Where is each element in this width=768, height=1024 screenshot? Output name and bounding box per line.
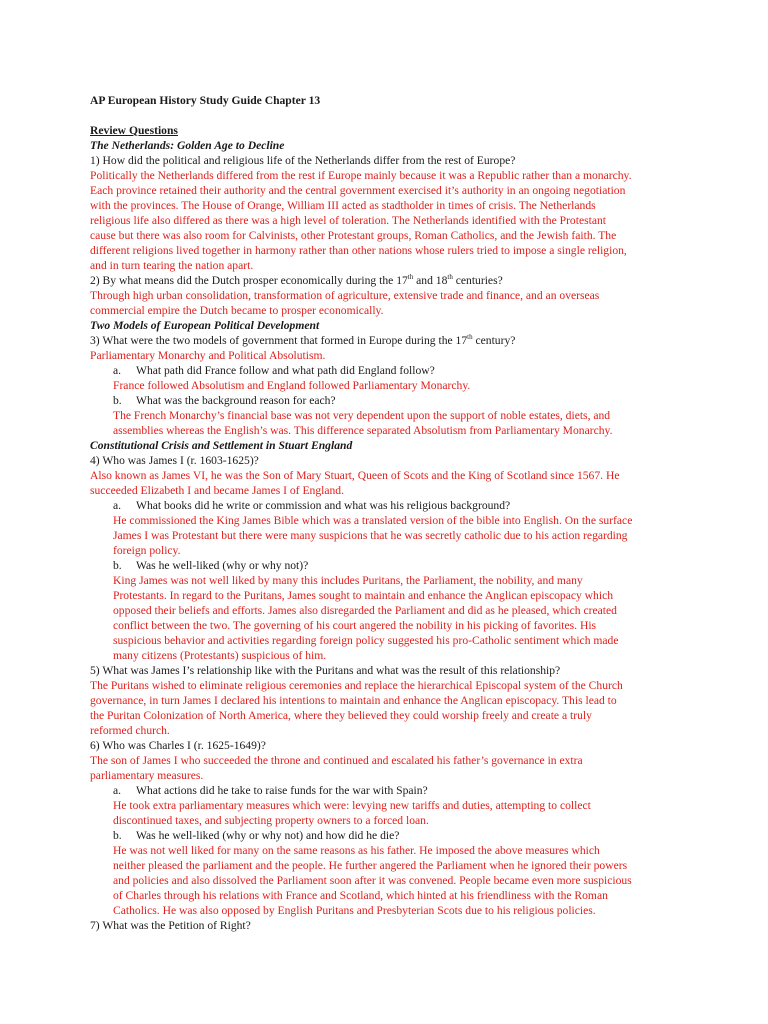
question-7: 7) What was the Petition of Right? [90, 919, 251, 932]
subquestion-3a: What path did France follow and what path did England follow? [136, 364, 435, 377]
subquestion-6b: Was he well-liked (why or why not) and how did he die? [136, 829, 400, 842]
answer-line: Catholics. He was also opposed by English Puritans and Presbyterian Scots due to his religious policies. [113, 904, 596, 917]
answer-line: neither pleased the parliament and the people. He further angered the Parliament when he ignored their powers [113, 859, 628, 872]
answer-line: and policies and also dissolved the Parliament soon after it was convened. People became even more suspicious [113, 874, 632, 887]
answer-line: assemblies whereas the English’s was. This difference separated Absolutism from Parliamentary Monarchy. [113, 424, 613, 437]
answer-line: governance, in turn James I declared his intentions to maintain and enhance the Anglican episcopacy. This lead to [90, 694, 617, 707]
answer-line: Also known as James VI, he was the Son of Mary Stuart, Queen of Scots and the King of Scotland since 1567. He [90, 469, 620, 482]
answer-line: France followed Absolutism and England followed Parliamentary Monarchy. [113, 379, 471, 392]
answer-line: He commissioned the King James Bible which was a translated version of the bible into English. On the surface [113, 514, 633, 527]
subquestion-marker: b. [113, 394, 122, 407]
answer-line: commercial empire the Dutch became to prosper economically. [90, 304, 384, 317]
review-heading: Review Questions [90, 124, 178, 137]
answer-line: parliamentary measures. [90, 769, 204, 782]
subquestion-marker: b. [113, 559, 122, 572]
subquestion-marker: b. [113, 829, 122, 842]
question-4: 4) Who was James I (r. 1603-1625)? [90, 454, 259, 467]
answer-line: Politically the Netherlands differed from the rest if Europe mainly because it was a Republic rather than a monarchy. [90, 169, 632, 182]
answer-line: succeeded Elizabeth I and became James I of England. [90, 484, 344, 497]
answer-line: Each province retained their authority and the central government exercised it’s authority in an ongoing negotiation [90, 184, 626, 197]
answer-line: The Puritans wished to eliminate religious ceremonies and replace the hierarchical Episcopal system of the Church [90, 679, 623, 692]
answer-line: of Charles through his relations with France and Scotland, which hinted at his friendliness with the Roman [113, 889, 608, 902]
question-6: 6) Who was Charles I (r. 1625-1649)? [90, 739, 266, 752]
subquestion-4a: What books did he write or commission and what was his religious background? [136, 499, 511, 512]
answer-line: opposed their beliefs and efforts. James also disregarded the Parliament and did as he pleased, which created [113, 604, 617, 617]
answer-line: different religions lived together in harmony rather than other nations whose rulers tried to impose a single religion, [90, 244, 627, 257]
answer-line: with the provinces. The House of Orange, William III acted as stadtholder in times of crisis. The Netherlands [90, 199, 596, 212]
answer-line: King James was not well liked by many this includes Puritans, the Parliament, the nobility, and many [113, 574, 583, 587]
answer-line: The French Monarchy’s financial base was not very dependent upon the support of noble estates, diets, and [113, 409, 611, 422]
question-3: 3) What were the two models of government that formed in Europe during the 17th century? [90, 333, 516, 347]
answer-line: James I was Protestant but there were many suspicions that he was secretly catholic due to his action regarding [113, 529, 628, 542]
question-2: 2) By what means did the Dutch prosper economically during the 17th and 18th centuries? [90, 273, 503, 287]
question-1: 1) How did the political and religious life of the Netherlands differ from the rest of Europe? [90, 154, 516, 167]
answer-line: conflict between the two. The governing of his court angered the nobility in his picking of favorites. His [113, 619, 597, 632]
answer-line: discontinued taxes, and subjecting property owners to a forced loan. [113, 814, 429, 827]
answer-line: reformed church. [90, 724, 170, 737]
answer-line: cause but there was also room for Calvinists, other Protestant groups, Roman Catholics, and the Jewish faith. The [90, 229, 617, 242]
answer-line: religious life also differed as there was a high level of toleration. The Netherlands identified with the Protestant [90, 214, 606, 227]
answer-line: He took extra parliamentary measures which were: levying new tariffs and duties, attempting to collect [113, 799, 591, 812]
answer-line: Protestants. In regard to the Puritans, James sought to maintain and enhance the Anglican episcopacy which [113, 589, 614, 602]
document-title: AP European History Study Guide Chapter 13 [90, 94, 321, 107]
subquestion-marker: a. [113, 499, 122, 512]
subquestion-marker: a. [113, 364, 122, 377]
answer-line: The son of James I who succeeded the throne and continued and escalated his father’s governance in extra [90, 754, 583, 767]
question-5: 5) What was James I’s relationship like with the Puritans and what was the result of this relationship? [90, 664, 561, 677]
answer-line: many citizens (Protestants) suspicious of him. [113, 649, 327, 662]
answer-line: He was not well liked for many on the same reasons as his father. He imposed the above measures which [113, 844, 600, 857]
answer-line: Through high urban consolidation, transformation of agriculture, extensive trade and finance, and an overseas [90, 289, 600, 302]
subquestion-4b: Was he well-liked (why or why not)? [136, 559, 309, 572]
answer-line: suspicious behavior and activities regarding foreign policy suggested his pro-Catholic sentiment which made [113, 634, 619, 647]
answer-line: foreign policy. [113, 544, 181, 557]
answer-line: and in turn tearing the nation apart. [90, 259, 254, 272]
section-heading-netherlands: The Netherlands: Golden Age to Decline [90, 139, 285, 152]
section-heading-two-models: Two Models of European Political Development [90, 319, 320, 332]
subquestion-6a: What actions did he take to raise funds for the war with Spain? [136, 784, 428, 797]
section-heading-stuart: Constitutional Crisis and Settlement in Stuart England [90, 439, 353, 452]
subquestion-marker: a. [113, 784, 122, 797]
answer-line: Parliamentary Monarchy and Political Absolutism. [90, 349, 326, 362]
answer-line: the Puritan Colonization of North America, where they believed they could worship freely and create a truly [90, 709, 592, 722]
subquestion-3b: What was the background reason for each? [136, 394, 336, 407]
